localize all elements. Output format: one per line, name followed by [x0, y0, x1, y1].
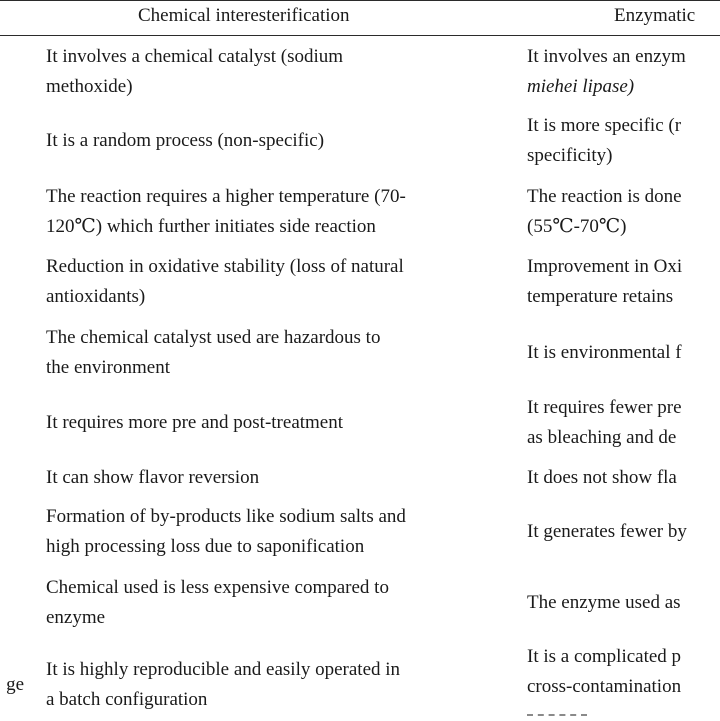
table-top-rule — [0, 0, 720, 1]
row-2-enzymatic: It is more specific (r specificity) — [527, 115, 682, 166]
row-8-enzymatic: It generates fewer by — [527, 521, 687, 542]
row-10-left-fragment: ge — [6, 674, 24, 695]
row-2-chemical: It is a random process (non-specific) — [46, 130, 325, 151]
row-3-chemical: The reaction requires a higher temperature (70- 120℃) which further initiates side reaction — [46, 186, 406, 237]
row-6-chemical: It requires more pre and post-treatment — [46, 412, 344, 433]
row-9-enzymatic: The enzyme used as — [527, 592, 681, 613]
row-3-enzymatic: The reaction is done (55℃-70℃) — [527, 186, 682, 237]
row-4-enzymatic: Improvement in Oxi temperature retains — [527, 256, 683, 307]
row-5-chemical: The chemical catalyst used are hazardous to the environment — [46, 327, 381, 378]
row-5-enzymatic: It is environmental f — [527, 342, 682, 363]
row-10-chemical: It is highly reproducible and easily operated in a batch configuration — [46, 659, 401, 710]
row-6-enzymatic: It requires fewer pre as bleaching and de — [527, 397, 682, 448]
header-rule — [0, 35, 720, 36]
row-1-chemical: It involves a chemical catalyst (sodium methoxide) — [46, 46, 344, 97]
header-enzymatic: Enzymatic — [614, 5, 696, 26]
row-8-chemical: Formation of by-products like sodium salts and high processing loss due to saponification — [46, 506, 406, 557]
row-1-enzymatic: It involves an enzym miehei lipase) — [527, 46, 686, 97]
header-chemical: Chemical interesterification — [138, 5, 350, 26]
row-7-chemical: It can show flavor reversion — [46, 467, 260, 488]
row-10-enzymatic: It is a complicated p cross-contamination — [527, 646, 682, 697]
row-7-enzymatic: It does not show fla — [527, 467, 677, 488]
row-4-chemical: Reduction in oxidative stability (loss of natural antioxidants) — [46, 256, 404, 307]
row-9-chemical: Chemical used is less expensive compared to enzyme — [46, 577, 389, 628]
